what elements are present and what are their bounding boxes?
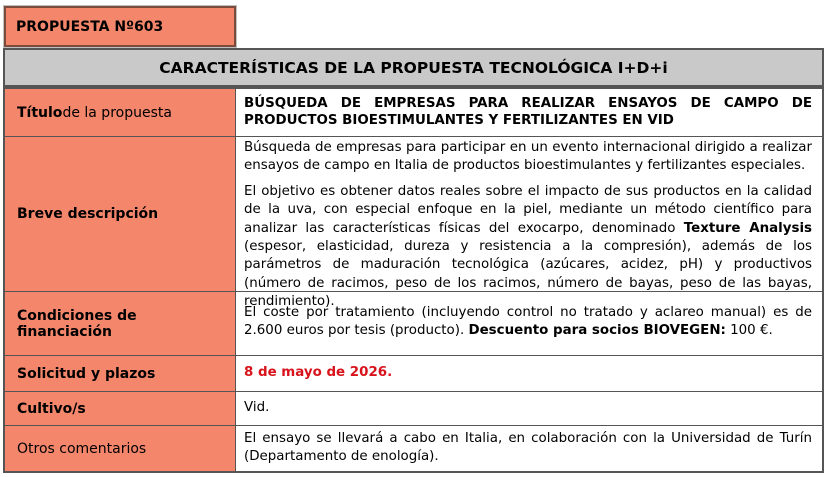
- description-para-2: El objetivo es obtener datos reales sobre el impacto de sus productos en la calidad de la uva, con especial enfoque en la piel, mediante un método científico para analizar las características físicas del exocarpo, denominado Texture Analysis (espesor, elasticidad, dureza y resistencia a la compresión), además de los parámetros de maduración tecnológica (azúcares, acidez, pH) y productivos (número de racimos, peso de los racimos, número de bayas, peso de las bayas, rendimiento).: [244, 183, 813, 310]
- proposal-number-box: [4, 6, 236, 47]
- title-value: BÚSQUEDA DE EMPRESAS PARA REALIZAR ENSAYOS DE CAMPO DE PRODUCTOS BIOESTIMULANTES Y FERTILIZANTES EN VID: [236, 89, 822, 137]
- deadline-label: Solicitud y plazos: [5, 356, 236, 392]
- deadline-value: 8 de mayo de 2026.: [236, 356, 822, 392]
- comments-value: El ensayo se llevará a cabo en Italia, en colaboración con la Universidad de Turín (Departamento de enología).: [244, 431, 812, 465]
- description-para-1: Búsqueda de empresas para participar en un evento internacional dirigido a realizar ensayos de campo en Italia de productos bioestimulantes y fertilizantes especiales.: [244, 140, 812, 174]
- financing-value: El coste por tratamiento (incluyendo control no tratado y aclareo manual) es de 2.600 euros por tesis (producto). Descuento para socios BIOVEGEN: 100 €.: [236, 292, 822, 356]
- title-label: Título de la propuesta: [5, 89, 236, 137]
- crop-value: Vid.: [236, 392, 822, 426]
- description-value: [236, 137, 822, 310]
- financing-label: Condiciones de financiación: [5, 292, 236, 356]
- section-title: CARACTERÍSTICAS DE LA PROPUESTA TECNOLÓGICA I+D+i: [159, 58, 668, 77]
- description-label: Breve descripción: [5, 137, 236, 292]
- comments-label: Otros comentarios: [5, 426, 236, 471]
- section-header: [3, 48, 824, 87]
- crop-label: Cultivo/s: [5, 392, 236, 426]
- proposal-number: PROPUESTA Nº603: [16, 19, 164, 35]
